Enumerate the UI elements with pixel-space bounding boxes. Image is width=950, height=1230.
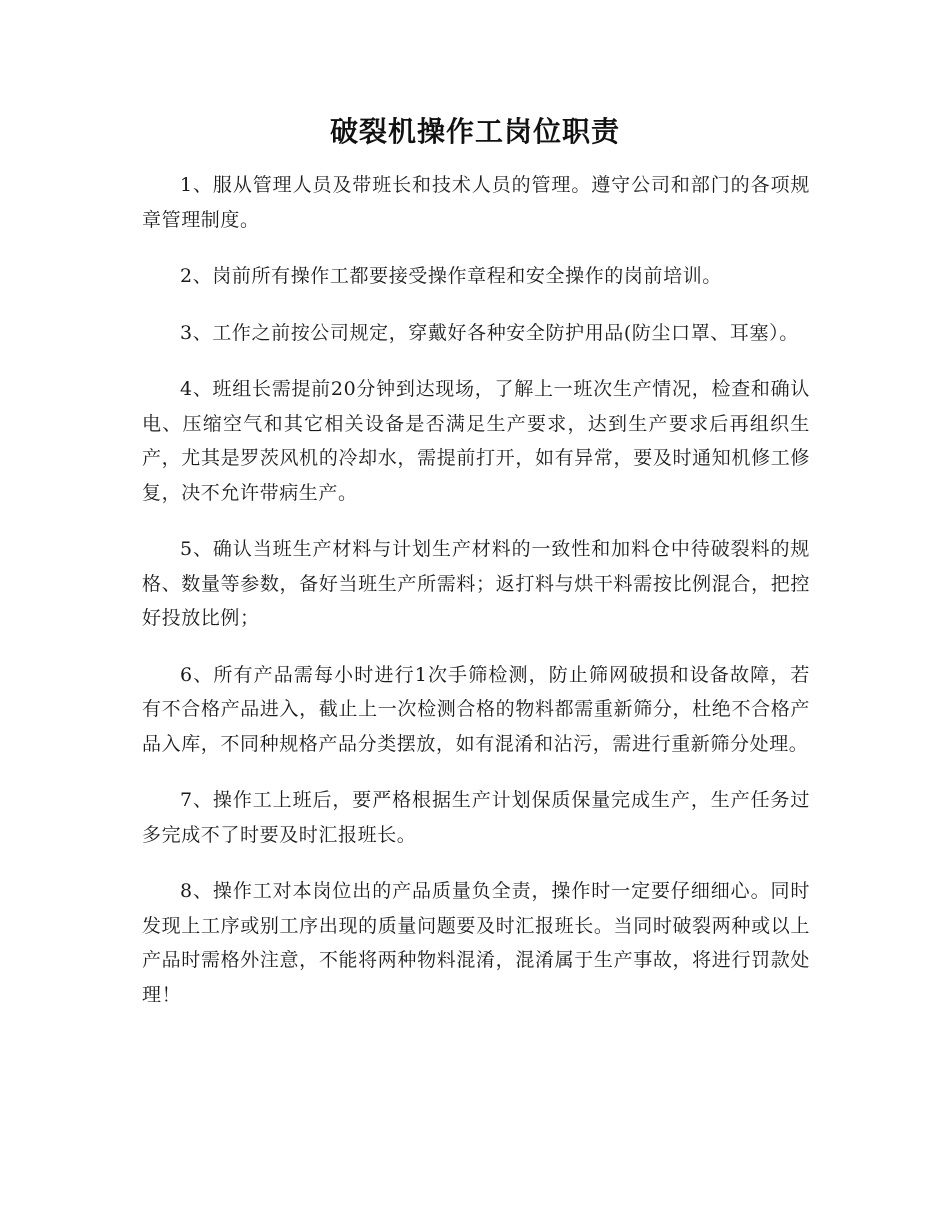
- paragraph-1: 1、服从管理人员及带班长和技术人员的管理。遵守公司和部门的各项规章管理制度。: [142, 174, 810, 231]
- paragraph-6: 6、所有产品需每小时进行1次手筛检测，防止筛网破损和设备故障，若有不合格产品进入，截止上一次检测合格的物料都需重新筛分，杜绝不合格产品入库，不同种规格产品分类摆放，如有混淆和沾污，需进行重新筛分处理。: [142, 663, 810, 755]
- paragraph-7: 7、操作工上班后，要严格根据生产计划保质保量完成生产，生产任务过多完成不了时要及时汇报班长。: [142, 789, 810, 846]
- document-title: 破裂机操作工岗位职责: [329, 115, 620, 148]
- paragraph-4: 4、班组长需提前20分钟到达现场，了解上一班次生产情况，检查和确认电、压缩空气和其它相关设备是否满足生产要求，达到生产要求后再组织生产，尤其是罗茨风机的冷却水，需提前打开，如有异常，要及时通知机修工修复，决不允许带病生产。: [142, 378, 810, 504]
- document-body: [142, 168, 810, 1034]
- paragraph-2: 2、岗前所有操作工都要接受操作章程和安全操作的岗前培训。: [180, 265, 722, 287]
- paragraph-3: 3、工作之前按公司规定，穿戴好各种安全防护用品(防尘口罩、耳塞）。: [180, 321, 799, 344]
- paragraph-8: 8、操作工对本岗位出的产品质量负全责，操作时一定要仔细细心。同时发现上工序或别工序出现的质量问题要及时汇报班长。当同时破裂两种或以上产品时需格外注意，不能将两种物料混淆，混淆属于生产事故，将进行罚款处理！: [142, 880, 810, 1006]
- paragraph-5: 5、确认当班生产材料与计划生产材料的一致性和加料仓中待破裂料的规格、数量等参数，备好当班生产所需料；返打料与烘干料需按比例混合，把控好投放比例；: [142, 538, 810, 629]
